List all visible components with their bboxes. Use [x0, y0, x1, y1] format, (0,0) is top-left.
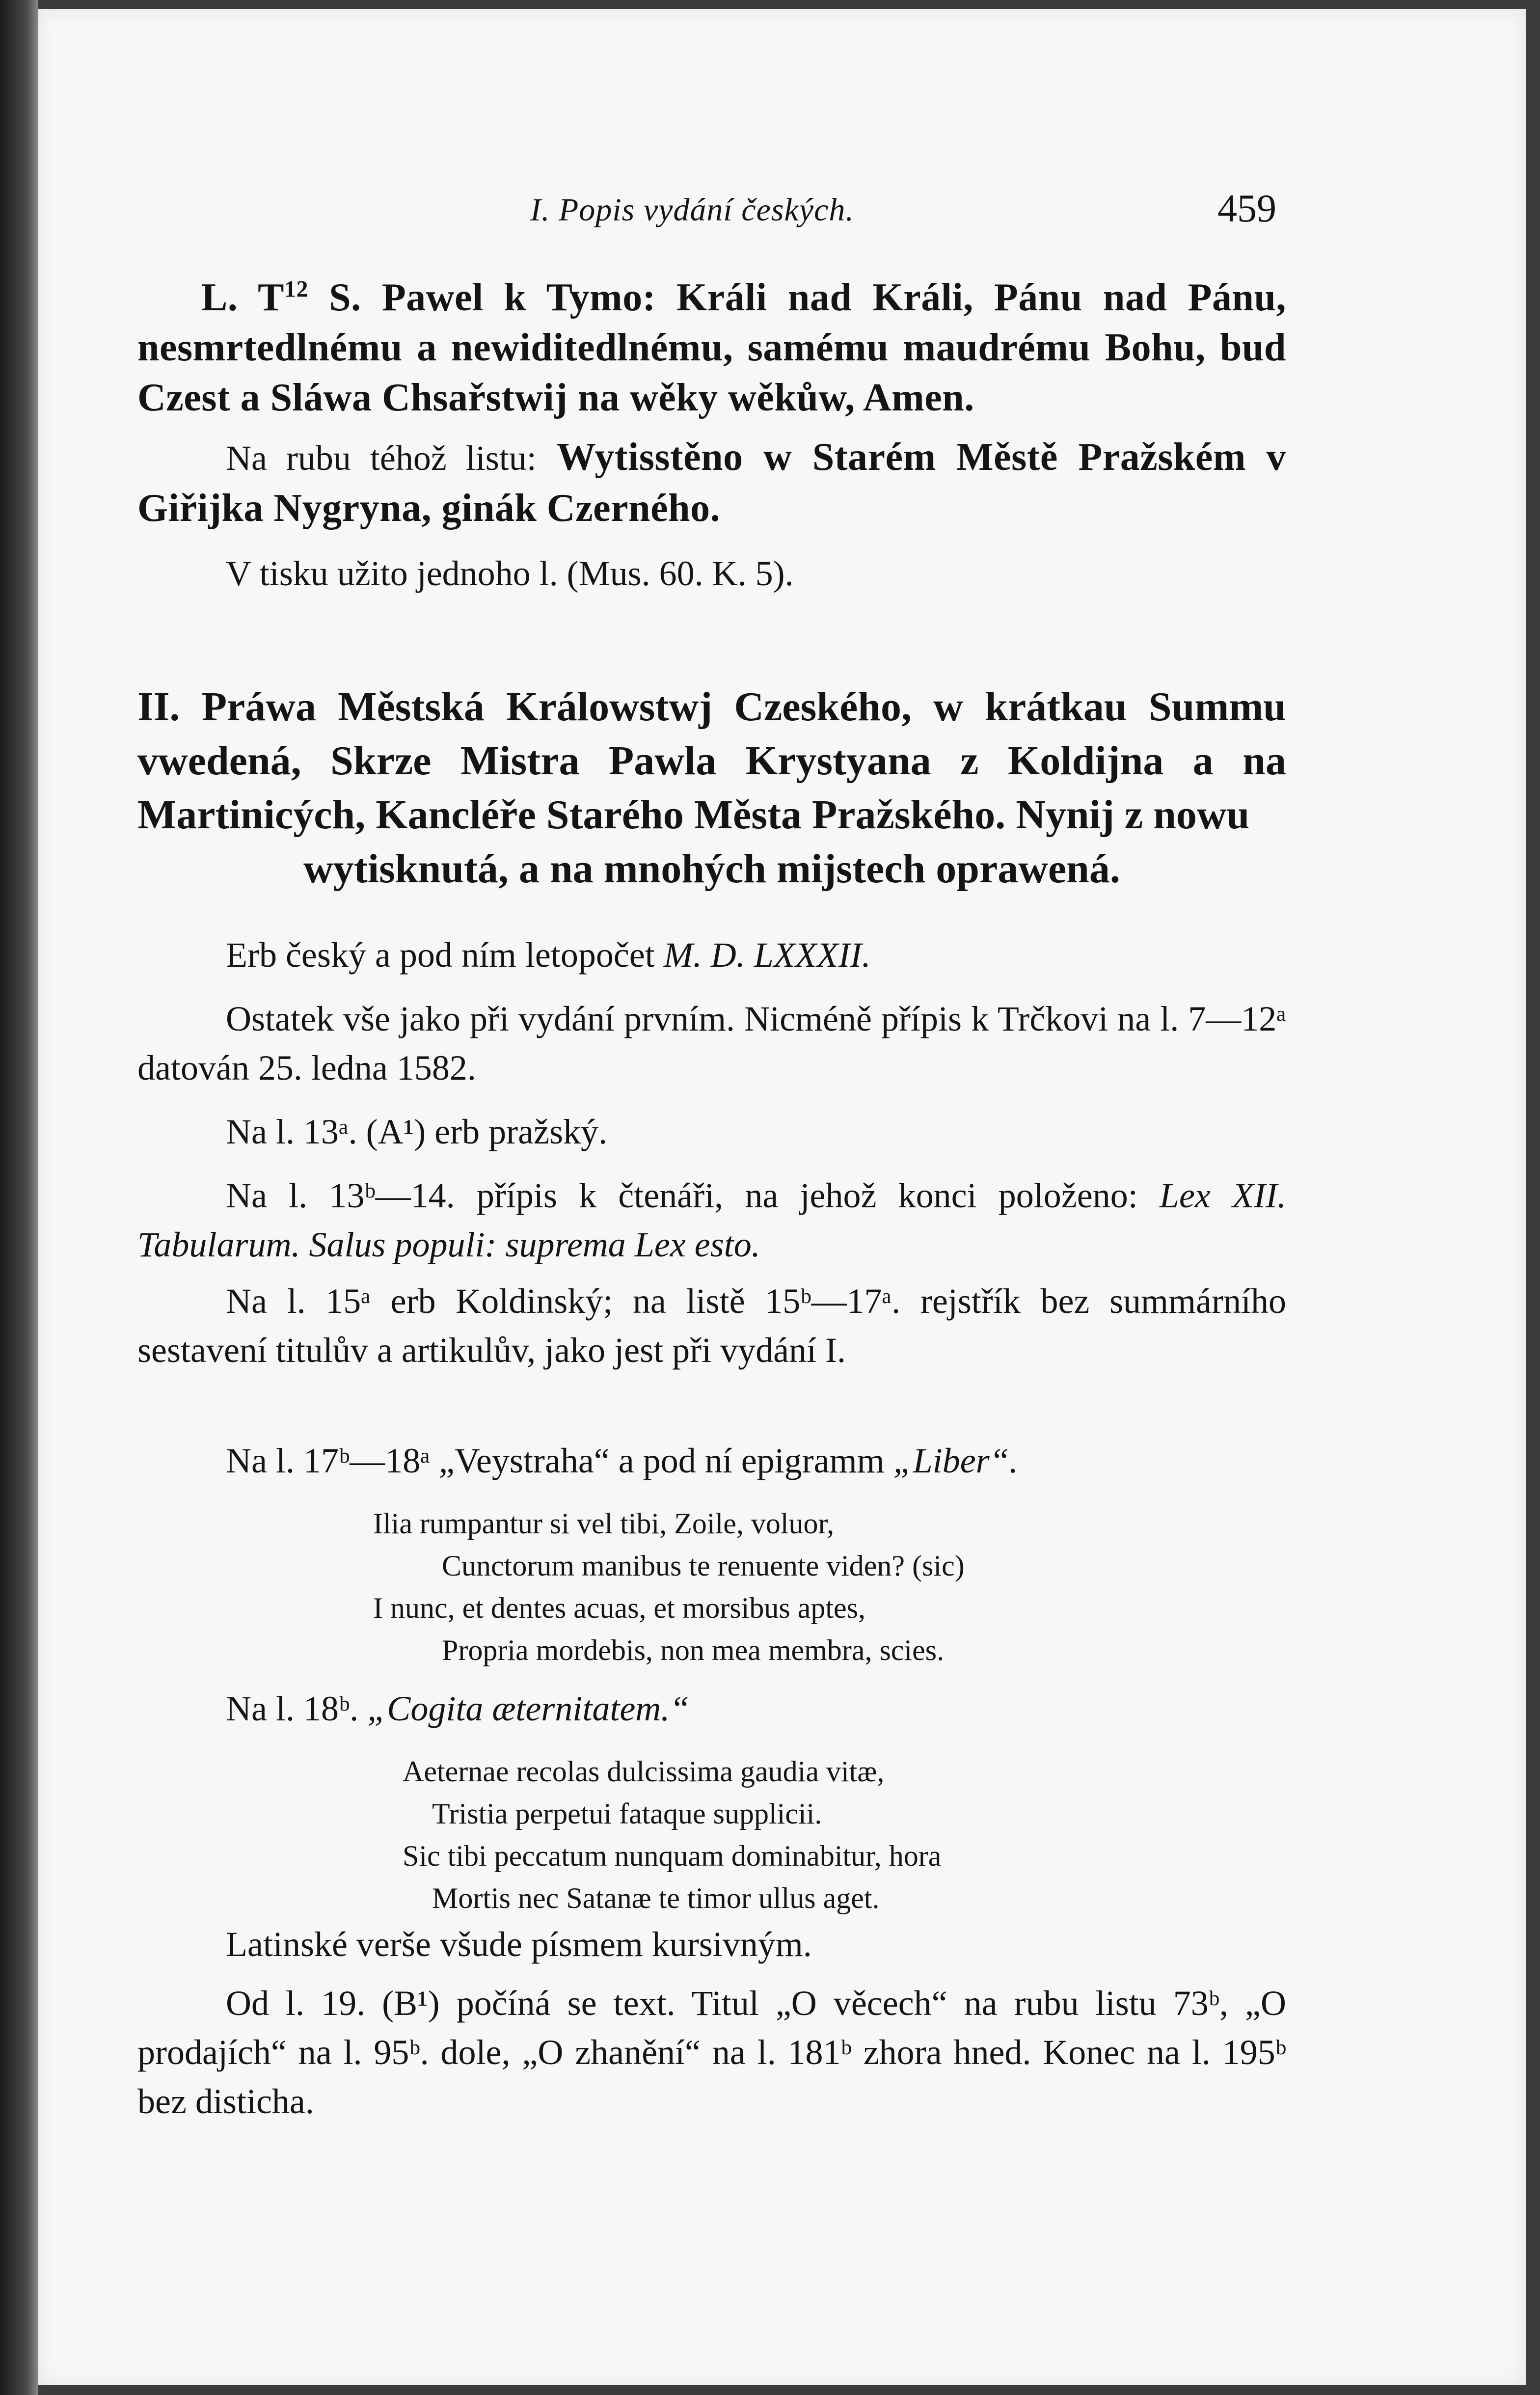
poem1-line-4: Propria mordebis, non mea membra, scies.: [442, 1634, 945, 1666]
section-ii-numeral: II.: [137, 684, 180, 730]
poem-cogita: [403, 1750, 1286, 1919]
verso-paragraph: [137, 432, 1286, 533]
p8-text: Latinské verše všude písmem kursivným.: [226, 1925, 812, 1964]
signature-letter: T: [258, 276, 284, 319]
p4: [137, 1171, 1286, 1269]
section-ii-title-main: Práwa Městská Králowstwj Czeského, w krátkau Summu vwedená, Skrze Mistra Pawla Krystyana z Koldijna a na Martinicých, Kancléře Starého Města Pražského. Nynij z nowu: [137, 684, 1287, 838]
verso-imprint: Wytisstěno w Starém Městě Pražském v Giřijka Nygryna, ginák Czerného.: [137, 435, 1286, 530]
entry-l-verso: [137, 432, 1286, 533]
paragraph-6: [137, 1436, 1286, 1485]
p9-text: Od l. 19. (B¹) počíná se text. Titul „O věcech“ na rubu listu 73ᵇ, „O prodajích“ na l. 95ᵇ. dole, „O zhanění“ na l. 181ᵇ zhora hned. Konec na l. 195ᵇ bez disticha.: [137, 1984, 1286, 2121]
paragraph-5: [137, 1277, 1286, 1375]
poem-1: [137, 1502, 1286, 1671]
poem1-line-3: I nunc, et dentes acuas, et morsibus aptes,: [373, 1592, 866, 1624]
p6: [137, 1436, 1286, 1485]
p6-title: „Liber“.: [893, 1441, 1018, 1480]
paragraph-8: [137, 1920, 1286, 1969]
epistle-quote: S. Pawel k Tymo: Králi nad Králi, Pánu nad Pánu, nesmrtedlnému a newiditedlnému, samému maudrému Bohu, bud Czest a Sláwa Chsařstwij na wěky wěkůw, Amen.: [137, 276, 1286, 419]
p4-motto: Lex XII. Tabularum. Salus populi: suprema Lex esto.: [137, 1176, 1286, 1264]
running-title: I. Popis vydání českých.: [530, 192, 854, 228]
poem-liber: [373, 1502, 1286, 1671]
signature-number: 12: [284, 276, 308, 302]
p6-text: Na l. 17ᵇ—18ᵃ „Veystraha“ a pod ní epigramm: [226, 1441, 885, 1480]
poem2-line-1: Aeternae recolas dulcissima gaudia vitæ,: [403, 1755, 885, 1788]
entry-l-text: [137, 272, 1286, 423]
poem2-line-4: Mortis nec Satanæ te timor ullus aget.: [432, 1882, 880, 1914]
p5-text: Na l. 15ᵃ erb Koldinský; na listě 15ᵇ—17ᵃ. rejstřík bez summárního sestavení titulův a artikulův, jako jest při vydání I.: [137, 1281, 1286, 1370]
scan-left-edge: [0, 0, 38, 2395]
p7: [137, 1684, 1286, 1733]
entry-l-usage: [137, 549, 1286, 598]
section-ii-heading: [137, 680, 1286, 896]
p4-text: Na l. 13ᵇ—14. přípis k čtenáři, na jehož konci položeno:: [226, 1176, 1138, 1215]
section-ii-title-last: wytisknutá, a na mnohých mijstech oprawená.: [303, 846, 1120, 892]
usage-note: V tisku užito jednoho l. (Mus. 60. K. 5).: [226, 554, 794, 593]
page-header: [137, 187, 1286, 236]
coat-of-arms-note: [137, 930, 1286, 980]
p1-date: M. D. LXXXII.: [663, 935, 871, 975]
p2-text: Ostatek vše jako při vydání prvním. Nicméně přípis k Trčkovi na l. 7—12ᵃ datován 25. ledna 1582.: [137, 999, 1286, 1088]
paragraph-2: [137, 994, 1286, 1092]
section-ii-title: [137, 680, 1286, 896]
paragraph-4: [137, 1171, 1286, 1269]
paragraph-9: [137, 1979, 1286, 2126]
paragraph-7: [137, 1684, 1286, 1733]
p1-text: Erb český a pod ním letopočet: [226, 935, 655, 975]
page-number: 459: [1217, 187, 1276, 230]
poem2-line-3: Sic tibi peccatum nunquam dominabitur, hora: [403, 1840, 942, 1872]
p3-text: Na l. 13ᵃ. (A¹) erb pražský.: [226, 1112, 608, 1151]
p7-title: „Cogita æternitatem.“: [367, 1689, 690, 1728]
entry-l: [137, 272, 1286, 423]
paragraph-3: [137, 1107, 1286, 1156]
poem1-line-2: Cunctorum manibus te renuente viden? (sic): [442, 1550, 965, 1582]
poem2-line-2: Tristia perpetui fataque supplicii.: [432, 1797, 822, 1830]
paragraph-1: [137, 930, 1286, 980]
entry-l-label: L.: [201, 276, 238, 319]
poem-2: [137, 1750, 1286, 1919]
verso-lead: Na rubu téhož listu:: [226, 438, 537, 478]
p7-text: Na l. 18ᵇ.: [226, 1689, 359, 1728]
poem1-line-1: Ilia rumpantur si vel tibi, Zoile, voluor,: [373, 1507, 835, 1540]
